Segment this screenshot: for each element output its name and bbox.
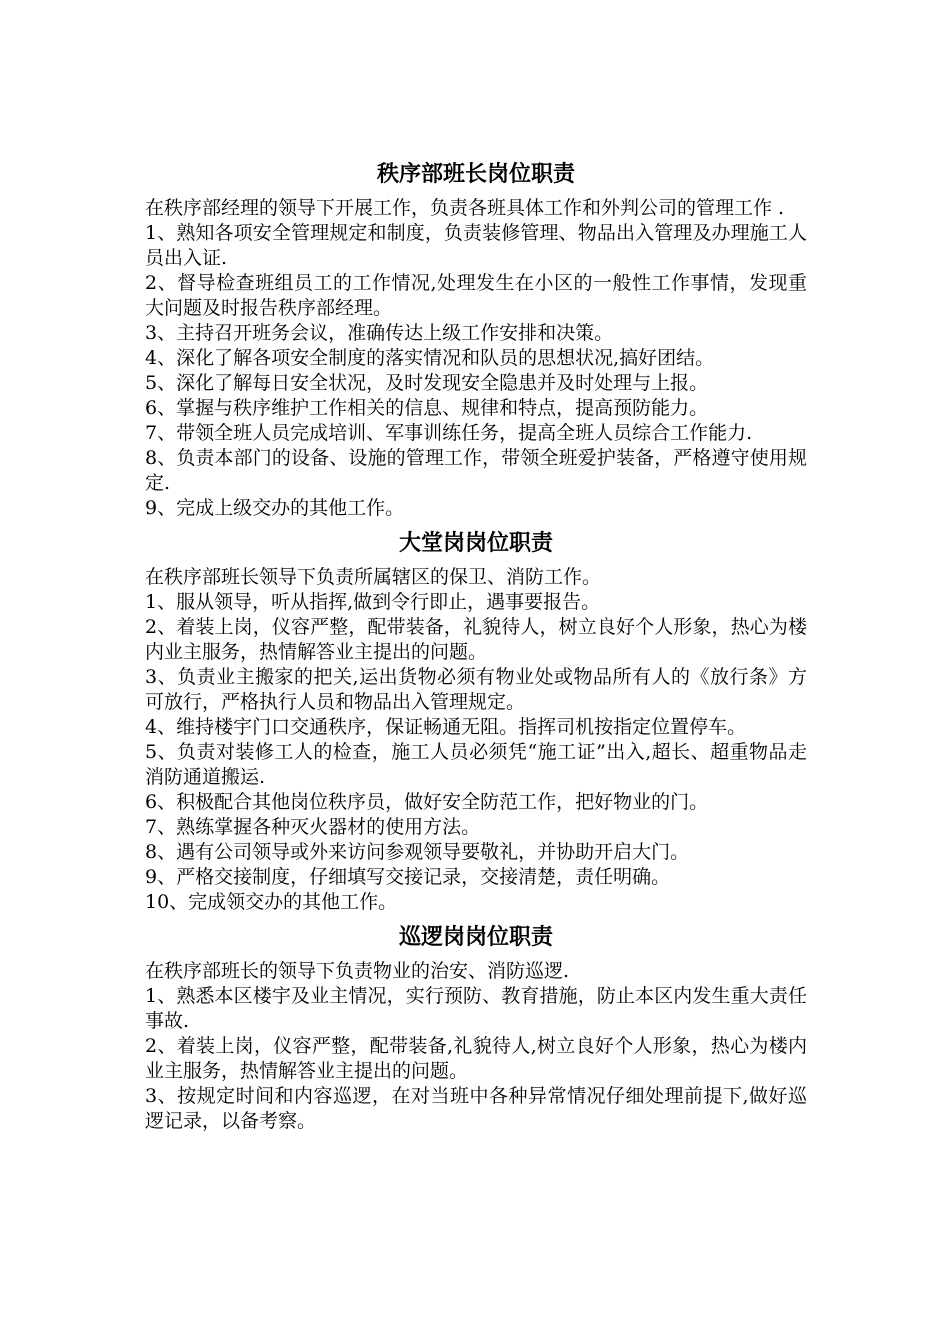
paragraph: 9、完成上级交办的其他工作。 bbox=[145, 497, 405, 519]
paragraph: 在秩序部班长领导下负责所属辖区的保卫、消防工作。 bbox=[145, 566, 602, 588]
section-patrol-post bbox=[145, 921, 807, 1134]
paragraph: 7、熟练掌握各种灭火器材的使用方法。 bbox=[145, 816, 481, 838]
paragraph: 2、着装上岗，仪容严整，配带装备,礼貌待人,树立良好个人形象，热心为楼内业主服务，热情解答业主提出的问题。 bbox=[145, 1035, 807, 1082]
section-title: 大堂岗岗位职责 bbox=[398, 530, 553, 556]
paragraph: 5、深化了解每日安全状况，及时发现安全隐患并及时处理与上报。 bbox=[145, 372, 709, 394]
paragraph: 6、掌握与秩序维护工作相关的信息、规律和特点，提高预防能力。 bbox=[145, 397, 709, 419]
paragraph: 7、带领全班人员完成培训、军事训练任务，提高全班人员综合工作能力. bbox=[145, 422, 753, 444]
paragraph: 1、服从领导，听从指挥,做到令行即止，遇事要报告。 bbox=[145, 591, 601, 613]
paragraph: 6、积极配合其他岗位秩序员，做好安全防范工作，把好物业的门。 bbox=[145, 791, 709, 813]
paragraph: 在秩序部班长的领导下负责物业的治安、消防巡逻. bbox=[145, 960, 570, 982]
paragraph: 3、主持召开班务会议，准确传达上级工作安排和决策。 bbox=[145, 322, 614, 344]
paragraph: 8、遇有公司领导或外来访问参观领导要敬礼，并协助开启大门。 bbox=[145, 841, 690, 863]
section-lobby-post bbox=[145, 527, 807, 915]
paragraph: 5、负责对装修工人的检查，施工人员必须凭“施工证”出入,超长、超重物品走消防通道搬运. bbox=[145, 741, 807, 788]
section-title: 秩序部班长岗位职责 bbox=[376, 161, 575, 187]
paragraph: 9、严格交接制度，仔细填写交接记录，交接清楚，责任明确。 bbox=[145, 866, 671, 888]
paragraph: 4、深化了解各项安全制度的落实情况和队员的思想状况,搞好团结。 bbox=[145, 347, 715, 369]
paragraph: 3、按规定时间和内容巡逻，在对当班中各种异常情况仔细处理前提下,做好巡逻记录，以备考察。 bbox=[145, 1085, 807, 1132]
paragraph: 1、熟悉本区楼宇及业主情况，实行预防、教育措施，防止本区内发生重大责任事故. bbox=[145, 985, 807, 1032]
paragraph: 8、负责本部门的设备、设施的管理工作，带领全班爱护装备，严格遵守使用规定. bbox=[145, 447, 807, 494]
paragraph: 3、负责业主搬家的把关,运出货物必须有物业处或物品所有人的《放行条》方可放行，严格执行人员和物品出入管理规定。 bbox=[145, 666, 807, 713]
paragraph: 在秩序部经理的领导下开展工作，负责各班具体工作和外判公司的管理工作 . bbox=[145, 197, 785, 219]
paragraph: 1、熟知各项安全管理规定和制度，负责装修管理、物品出入管理及办理施工人员出入证. bbox=[145, 222, 807, 269]
paragraph: 2、督导检查班组员工的工作情况,处理发生在小区的一般性工作事情，发现重大问题及时报告秩序部经理。 bbox=[145, 272, 807, 319]
section-squad-leader bbox=[145, 158, 807, 521]
paragraph: 10、完成领交办的其他工作。 bbox=[145, 891, 398, 913]
paragraph: 4、维持楼宇门口交通秩序，保证畅通无阻。指挥司机按指定位置停车。 bbox=[145, 716, 747, 738]
section-title: 巡逻岗岗位职责 bbox=[398, 924, 553, 950]
document-page bbox=[145, 158, 807, 1140]
paragraph: 2、着装上岗，仪容严整，配带装备，礼貌待人，树立良好个人形象，热心为楼内业主服务，热情解答业主提出的问题。 bbox=[145, 616, 807, 663]
